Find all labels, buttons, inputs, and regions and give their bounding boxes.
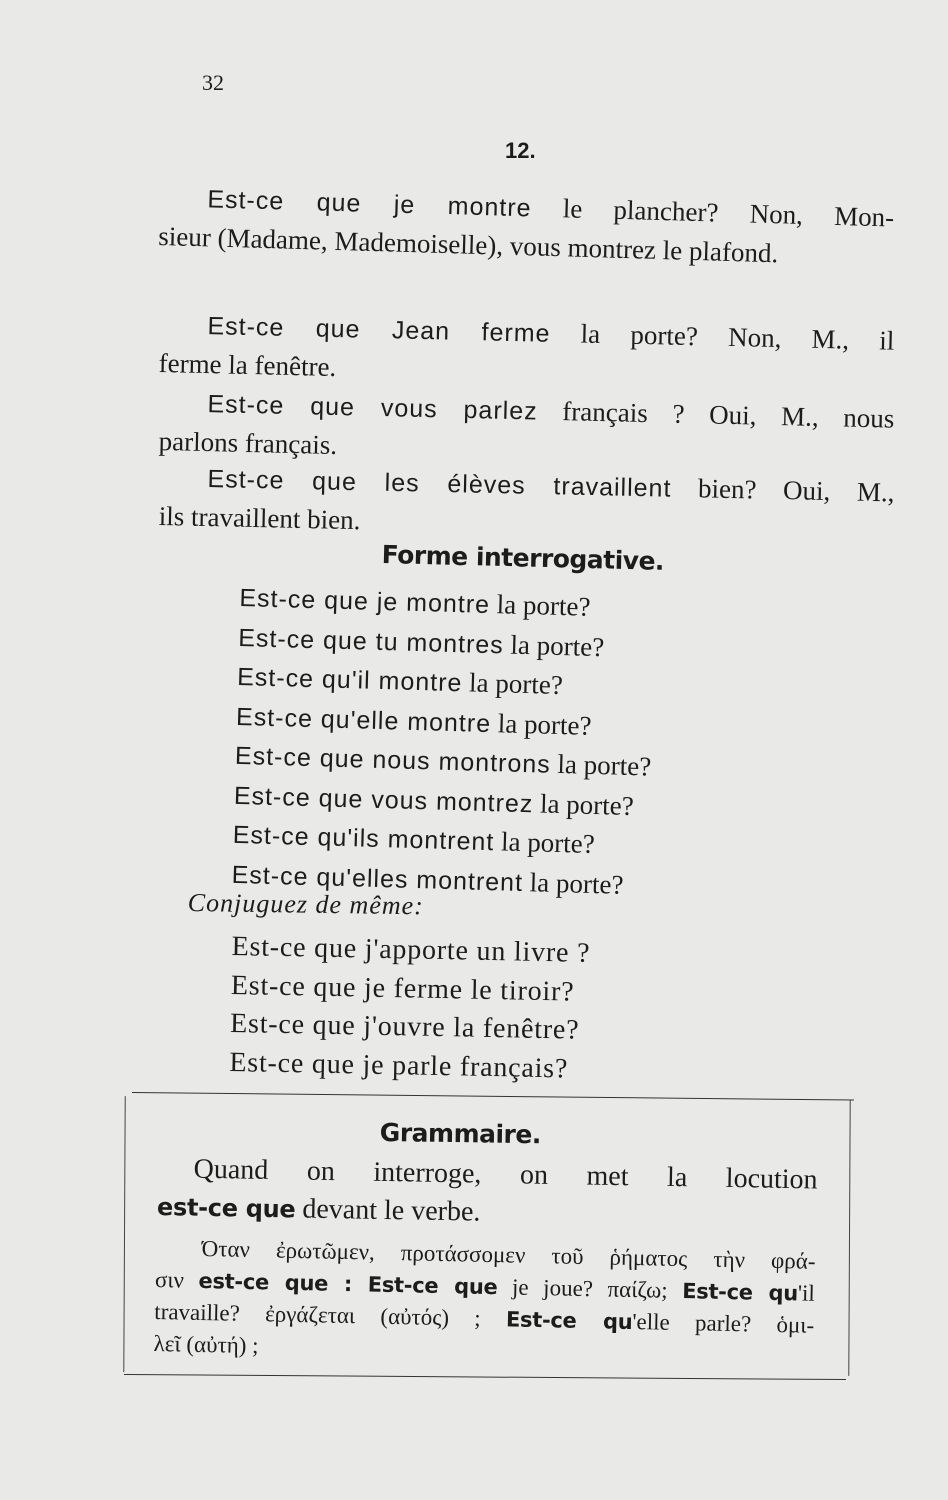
- grammar-title: Grammaire.: [379, 1118, 542, 1150]
- conjugation-subject: Est-ce qu'elle montre: [235, 702, 492, 738]
- conjugation-subject: Est-ce qu'il montre: [236, 662, 463, 698]
- grammar-keyword: Est-ce qu: [505, 1307, 633, 1334]
- exercise-instruction: Conjuguez de même:: [187, 888, 425, 921]
- lesson-number: 12.: [505, 138, 536, 163]
- conjugation-object: la porte?: [503, 628, 605, 662]
- conjugation-subject: Est-ce que tu montres: [237, 623, 505, 659]
- paragraph-text: bien? Oui, M.,: [671, 472, 895, 508]
- conjugation-object: la porte?: [493, 826, 596, 860]
- greek-translation: [153, 1232, 816, 1374]
- grammar-rule-line: [157, 1191, 481, 1228]
- paragraph-lead: Est-ce que je montre: [207, 185, 532, 223]
- exercise-list: [229, 928, 591, 1089]
- conjugation-object: la porte?: [462, 667, 564, 701]
- greek-text: 'il: [797, 1280, 816, 1306]
- exercise-line: Est-ce que j'apporte un livre ?: [231, 930, 591, 969]
- grammar-rule-text: devant le verbe.: [295, 1193, 481, 1228]
- grammar-keyword: Est-ce qu: [681, 1279, 799, 1306]
- paragraph-text: sieur (Madame, Mademoiselle), vous montrez le plafond.: [157, 220, 779, 269]
- greek-text: je joue? παίζω;: [497, 1274, 683, 1304]
- greek-line: λεῖ (αὐτή) ;: [153, 1330, 259, 1359]
- intro-paragraph: [158, 178, 895, 275]
- exercise-line: Est-ce que je parle français?: [229, 1046, 569, 1084]
- conjugation-subject: Est-ce qu'ils montrent: [232, 820, 495, 857]
- paragraph-text: ils travaillent bien.: [158, 500, 361, 536]
- conjugation-subject: Est-ce qu'elles montrent: [231, 860, 524, 897]
- conjugation-object: la porte?: [489, 588, 591, 622]
- page-number: 32: [202, 70, 224, 95]
- paragraph-lead: Est-ce que vous parlez: [207, 390, 538, 426]
- grammar-keyword: est-ce que: [156, 1192, 296, 1224]
- exercise-line: Est-ce que j'ouvre la fenêtre?: [229, 1007, 580, 1046]
- conjugation-object: la porte?: [532, 787, 635, 821]
- paragraph-text: la porte? Non, M., il: [550, 317, 895, 356]
- conjugation-list: [231, 578, 656, 906]
- paragraph-text: le plancher? Non, Mon-: [531, 192, 895, 233]
- grammar-rule: [157, 1150, 818, 1238]
- greek-text: σιν: [154, 1266, 199, 1293]
- paragraph-lead: Est-ce que Jean ferme: [207, 312, 551, 348]
- conjugation-subject: Est-ce que nous montrons: [234, 741, 552, 779]
- conjugation-object: la porte?: [490, 707, 592, 741]
- exercise-line: Est-ce que je ferme le tiroir?: [230, 969, 575, 1008]
- grammar-rule-line: Quand on interroge, on met la locution: [193, 1153, 818, 1196]
- paragraph-text: ferme la fenêtre.: [158, 347, 337, 383]
- conjugation-object: la porte?: [550, 748, 652, 782]
- greek-text: travaille? ἐργάζεται (αὐτός) ;: [154, 1298, 507, 1332]
- conjugation-subject: Est-ce que je montre: [239, 583, 491, 619]
- paragraph-lead: Est-ce que les élèves travaillent: [207, 465, 672, 503]
- conjugation-object: la porte?: [522, 866, 624, 900]
- section-title: Forme interrogative.: [381, 540, 665, 576]
- conjugation-subject: Est-ce que vous montrez: [233, 781, 534, 818]
- paragraph-text: français ? Oui, M., nous: [537, 395, 895, 434]
- intro-paragraph: [158, 458, 894, 550]
- greek-text: 'elle parle? ὁμι-: [632, 1309, 815, 1338]
- greek-line: Όταν ἐρωτῶμεν, προτάσσομεν τοῦ ῥήματος τὴν φρά-: [201, 1235, 816, 1274]
- grammar-keyword: est-ce que : Est-ce que: [198, 1268, 498, 1300]
- paragraph-text: parlons français.: [158, 425, 338, 461]
